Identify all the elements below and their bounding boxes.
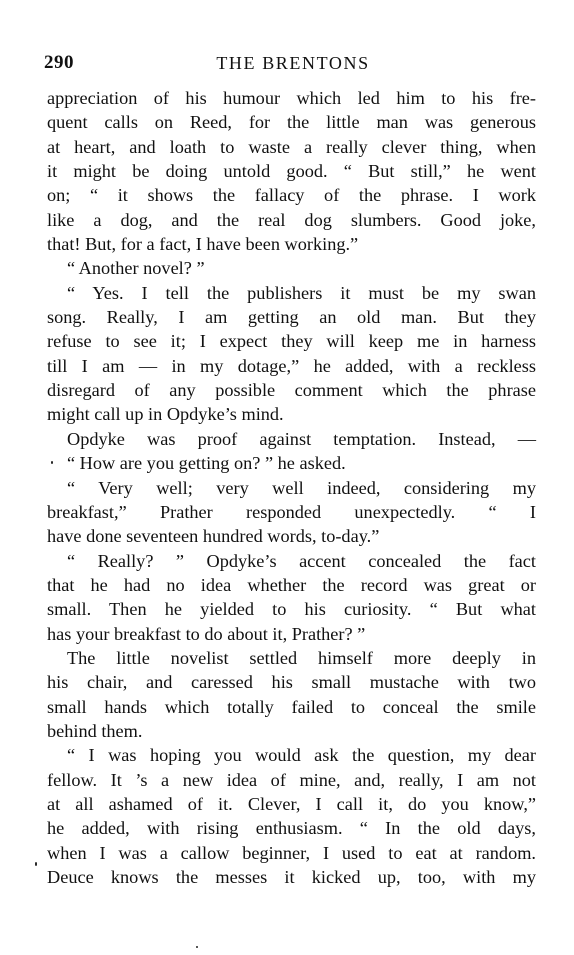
text-line: Deuce knows the messes it kicked up, too, with my — [47, 867, 536, 887]
text-line: appreciation of his humour which led him to his fre- — [47, 88, 536, 108]
text-line: song. Really, I am getting an old man. But they — [47, 307, 536, 328]
text-line: on; “ it shows the fallacy of the phrase. I work — [47, 185, 536, 206]
text-line: he added, with rising enthusiasm. “ In the old days, — [47, 818, 536, 839]
text-line: disregard of any possible comment which the phrase — [47, 380, 536, 401]
body-text — [47, 86, 536, 889]
text-line: “ Really? ” Opdyke’s accent concealed the fact — [67, 550, 536, 571]
text-line: “ Very well; very well indeed, considering my — [67, 477, 536, 498]
text-line: at heart, and loath to waste a really clever thing, when — [47, 136, 536, 157]
text-line: “ Yes. I tell the publishers it must be my swan — [67, 282, 536, 303]
text-line: “ How are you getting on? ” he asked. — [67, 453, 346, 474]
text-line: quent calls on Reed, for the little man was generous — [47, 112, 536, 133]
text-line: small. Then he yielded to his curiosity. “ But what — [47, 599, 536, 620]
text-line: that he had no idea whether the record was great or — [47, 574, 536, 595]
scan-speck — [35, 862, 37, 866]
text-line: Opdyke was proof against temptation. Instead, — — [67, 428, 536, 449]
text-line: breakfast,” Prather responded unexpectedly. “ I — [47, 501, 536, 522]
text-line: that! But, for a fact, I have been working.” — [47, 234, 359, 255]
page-header — [44, 52, 534, 76]
text-line: refuse to see it; I expect they will keep me in harness — [47, 331, 536, 352]
running-head: THE BRENTONS — [216, 53, 370, 73]
text-line: behind them. — [47, 720, 143, 741]
page-number: 290 — [44, 52, 74, 73]
text-line: till I am — in my dotage,” he added, with a reckless — [47, 355, 536, 376]
text-line: it might be doing untold good. “ But still,” he went — [47, 161, 536, 182]
text-line: his chair, and caressed his small mustache with two — [47, 672, 536, 693]
text-line: might call up in Opdyke’s mind. — [47, 404, 284, 425]
scan-speck — [51, 461, 53, 464]
scan-speck — [196, 946, 198, 948]
text-line: have done seventeen hundred words, to-day.” — [47, 526, 380, 547]
text-line: small hands which totally failed to conceal the smile — [47, 696, 536, 717]
text-line: “ Another novel? ” — [67, 258, 205, 279]
text-line: has your breakfast to do about it, Prather? ” — [47, 623, 366, 644]
text-line: like a dog, and the real dog slumbers. Good joke, — [47, 209, 536, 230]
text-line: when I was a callow beginner, I used to eat at random. — [47, 842, 536, 863]
text-line: fellow. It ’s a new idea of mine, and, really, I am not — [47, 769, 536, 790]
text-line: The little novelist settled himself more deeply in — [67, 647, 536, 668]
text-line: “ I was hoping you would ask the question, my dear — [67, 745, 536, 766]
text-line: at all ashamed of it. Clever, I call it, do you know,” — [47, 793, 536, 814]
